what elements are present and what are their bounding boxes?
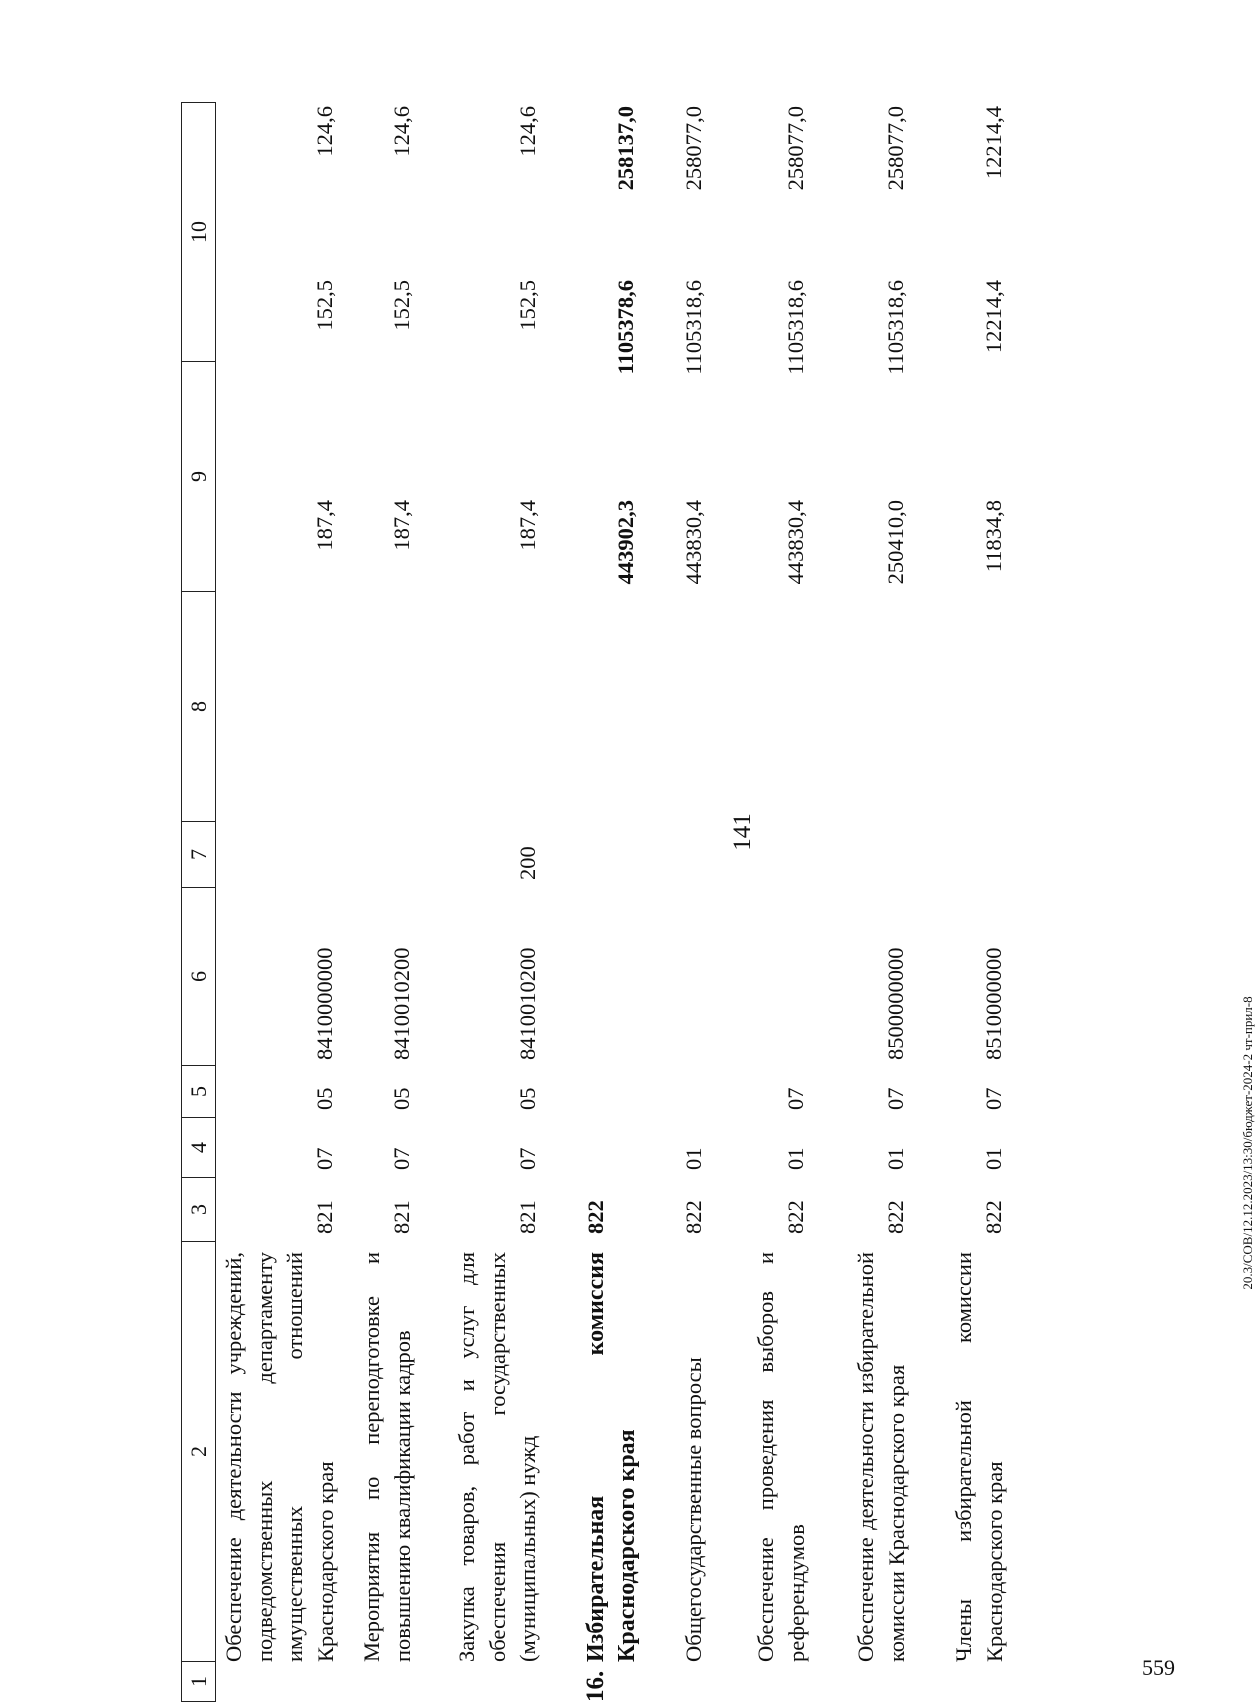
row-c5: 05 — [312, 1087, 337, 1110]
row-c4: 07 — [312, 1147, 337, 1170]
row-c5: 05 — [389, 1087, 414, 1110]
row-c9: 152,5 — [389, 280, 414, 331]
row-c8: 187,4 — [515, 500, 540, 551]
row-c6: 8500000000 — [883, 947, 908, 1060]
row-c8: 443830,4 — [783, 500, 808, 585]
row-c3: 821 — [312, 1200, 337, 1234]
row-c4: 07 — [515, 1147, 540, 1170]
header-col-9: 9 — [182, 362, 215, 592]
row-c10: 124,6 — [515, 106, 540, 157]
row-c8: 11834,8 — [981, 500, 1006, 573]
row-c3: 822 — [981, 1200, 1006, 1234]
row-c9: 152,5 — [515, 280, 540, 331]
row-c10: 124,6 — [389, 106, 414, 157]
row-c9: 1105318,6 — [681, 280, 706, 375]
row-name: Избирательная комиссия Краснодарского края — [583, 1252, 640, 1662]
header-col-2: 2 — [182, 1242, 215, 1662]
row-c4: 07 — [389, 1147, 414, 1170]
row-c7: 200 — [515, 846, 540, 880]
header-col-1: 1 — [182, 1662, 215, 1702]
row-c6: 8410000000 — [312, 947, 337, 1060]
row-name: Закупка товаров, работ и услуг для обеспечения государственных (муниципальных) нужд — [454, 1252, 540, 1662]
row-c3: 822 — [583, 1200, 608, 1234]
row-name: Общегосударственные вопросы — [681, 1357, 706, 1662]
row-c3: 822 — [883, 1200, 908, 1234]
header-col-8: 8 — [182, 592, 215, 822]
row-c8: 443830,4 — [681, 500, 706, 585]
table-header — [181, 102, 216, 1702]
row-name: Члены избирательной комиссии Краснодарского края — [951, 1252, 1007, 1662]
row-c3: 821 — [515, 1200, 540, 1234]
row-c9: 1105318,6 — [783, 280, 808, 375]
row-c5: 07 — [981, 1087, 1006, 1110]
header-col-7: 7 — [182, 822, 215, 888]
row-c3: 822 — [783, 1200, 808, 1234]
row-c10: 12214,4 — [981, 106, 1006, 180]
row-c4: 01 — [681, 1147, 706, 1170]
row-c10: 258077,0 — [681, 106, 706, 191]
row-c3: 822 — [681, 1200, 706, 1234]
row-c3: 821 — [389, 1200, 414, 1234]
row-c5: 07 — [783, 1087, 808, 1110]
row-c9: 1105378,6 — [613, 280, 638, 375]
row-name: Мероприятия по переподготовке и повышению квалификации кадров — [359, 1252, 415, 1662]
row-c9: 152,5 — [312, 280, 337, 331]
header-col-5: 5 — [182, 1066, 215, 1118]
row-name: Обеспечение деятельности избирательной комиссии Краснодарского края — [853, 1252, 909, 1662]
row-c6: 8510000000 — [981, 947, 1006, 1060]
row-c4: 01 — [783, 1147, 808, 1170]
page-number: 141 — [728, 813, 756, 851]
row-c4: 01 — [981, 1147, 1006, 1170]
row-c5: 05 — [515, 1087, 540, 1110]
row-c9: 1105318,6 — [883, 280, 908, 375]
budget-table — [175, 102, 1115, 1702]
row-c9: 12214,4 — [981, 280, 1006, 354]
row-c6: 8410010200 — [515, 947, 540, 1060]
row-c5: 07 — [883, 1087, 908, 1110]
row-c10: 258077,0 — [883, 106, 908, 191]
row-c10: 124,6 — [312, 106, 337, 157]
row-c8: 443902,3 — [613, 500, 638, 585]
scan-page-number: 559 — [1142, 1655, 1175, 1680]
row-c8: 187,4 — [312, 500, 337, 551]
row-c4: 01 — [883, 1147, 908, 1170]
row-c8: 187,4 — [389, 500, 414, 551]
row-c10: 258077,0 — [783, 106, 808, 191]
document-code: 20.3/СОВ/12.12.2023/13:30/бюджет-2024-2 чт-прил-8 — [1240, 996, 1255, 1290]
row-c10: 258137,0 — [613, 106, 638, 191]
row-name: Обеспечение проведения выборов и референдумов — [753, 1252, 809, 1662]
header-col-10: 10 — [182, 102, 215, 362]
row-name: Обеспечение деятельности учреждений, подведомственных департаменту имущественных отношений Краснодарского края — [221, 1252, 338, 1662]
header-col-3: 3 — [182, 1178, 215, 1242]
row-c8: 250410,0 — [883, 500, 908, 585]
row-number: 16. — [582, 1670, 609, 1702]
header-col-4: 4 — [182, 1118, 215, 1178]
row-c6: 8410010200 — [389, 947, 414, 1060]
header-col-6: 6 — [182, 888, 215, 1066]
